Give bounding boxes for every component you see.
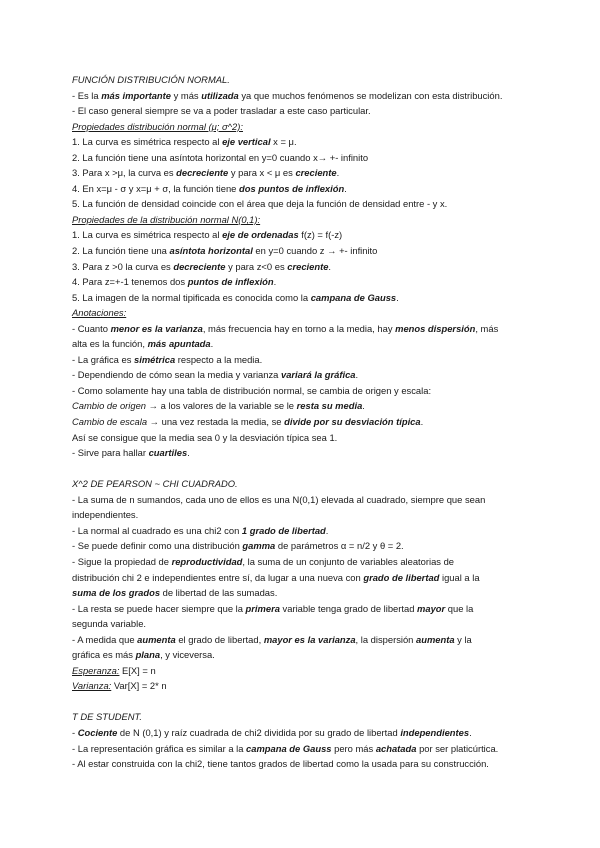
text-run: - Sigue la propiedad de [72,555,172,567]
text-run: . [187,447,190,459]
normal-properties-list [72,134,542,212]
heading-normal-properties: Propiedades distribución normal (μ; σ^2): [72,120,243,132]
emphasis-text: asíntota horizontal [169,245,253,257]
emphasis-text: aumenta [137,633,176,645]
text-line [72,290,542,306]
text-run: x = μ. [270,136,297,148]
section-title-normal: FUNCIÓN DISTRIBUCIÓN NORMAL. [72,74,230,85]
text-line [72,165,542,181]
text-line [72,570,542,586]
text-run: - Se puede definir como una distribución [72,540,243,552]
emphasis-text: aumenta [416,633,455,645]
text-run: respecto a la media. [175,353,263,365]
emphasis-text: más apuntada [147,338,211,350]
text-run: 3. Para x >μ, la curva es [72,167,177,179]
emphasis-text: reproductividad [171,555,243,567]
text-run: - Sirve para hallar [72,447,149,459]
text-line [72,601,542,617]
text-run: - Como solamente hay una tabla de distribución normal, se cambia de origen y escala: [72,384,432,396]
text-line [72,725,542,741]
text-run: 2. La función tiene una [72,245,170,257]
text-run: , la dispersión [355,633,416,645]
text-run: Varianza: [72,680,112,692]
text-line [72,538,542,554]
text-line [72,274,542,290]
text-line [72,103,542,119]
text-run: Así se consigue que la media sea 0 y la desviación típica sea 1. [72,431,338,443]
text-run: 2. La función tiene una asíntota horizontal en y=0 cuando x→ +- infinito [72,151,369,163]
emphasis-text: puntos de inflexión [187,276,274,288]
text-line [72,632,542,648]
text-run: - La gráfica es [72,353,135,365]
text-run: . [420,416,424,428]
document-page [72,72,542,772]
text-line [72,88,542,104]
emphasis-text: resta su media [296,400,363,412]
text-line [72,398,542,414]
text-run: Cambio de escala [72,416,148,428]
text-run: . [336,167,340,179]
text-run: E[X] = n [119,664,156,676]
emphasis-text: utilizada [201,89,239,101]
text-line [72,227,542,243]
text-run: variable tenga grado de libertad [279,602,418,614]
heading-notes: Anotaciones: [72,307,127,319]
emphasis-text: simétrica [134,353,176,365]
text-run: . [469,726,472,738]
emphasis-text: primera [245,602,280,614]
emphasis-text: campana de Gauss [310,291,397,303]
emphasis-text: gamma [242,540,276,552]
emphasis-text: eje vertical [222,136,271,148]
emphasis-text: dos puntos de inflexión [239,182,345,194]
text-line [72,150,542,166]
text-run: . [344,182,347,194]
emphasis-text: menor es la varianza [110,322,203,334]
emphasis-text: eje de ordenadas [222,229,299,241]
text-run: - El caso general siempre se va a poder trasladar a este caso particular. [72,105,371,117]
text-line [72,507,542,523]
text-line [72,259,542,275]
text-run: , más [475,322,499,334]
text-run: y para z<0 es [225,260,288,272]
emphasis-text: creciente [295,167,337,179]
section-spacer [72,694,542,710]
text-run: - La representación gráfica es similar a la [72,742,247,754]
text-run: segunda variable. [72,618,147,630]
text-run: 5. La imagen de la normal tipificada es conocida como la [72,291,311,303]
emphasis-text: decreciente [173,260,226,272]
text-line [72,663,542,679]
text-run: - La normal al cuadrado es una chi2 con [72,524,242,536]
text-run: 1. La curva es simétrica respecto al [72,229,223,241]
text-run: Var[X] = 2* n [111,680,167,692]
emphasis-text: más importante [101,89,171,101]
section-title-chi-square: X^2 DE PEARSON ~ CHI CUADRADO. [72,478,238,490]
emphasis-text: 1 grado de libertad [241,524,326,536]
text-run: 4. En x=μ - σ y x=μ + σ, la función tiene [72,182,239,194]
notes-list [72,321,542,461]
text-run: . [355,369,359,381]
text-run: por ser platicúrtica. [416,742,499,754]
text-line [72,678,542,694]
text-run: Esperanza: [72,664,120,676]
text-run: el grado de libertad, [175,633,264,645]
text-run: 3. Para z >0 la curva es [72,260,174,272]
emphasis-text: cuartiles [148,447,188,459]
section-title-student-t: T DE STUDENT. [72,711,142,723]
standard-normal-properties-list [72,227,542,305]
emphasis-text: mayor es la varianza [263,633,356,645]
text-run: , la suma de un conjunto de variables aleatorias de [242,555,454,567]
text-run: . [362,400,365,412]
text-run: y para x < μ es [228,167,296,179]
emphasis-text: mayor [417,602,446,614]
text-run: - A medida que [72,633,138,645]
text-run: - Dependiendo de cómo sean la media y varianza [72,369,281,381]
emphasis-text: Cociente [77,726,118,738]
text-line [72,741,542,757]
text-run: ya que muchos fenómenos se modelizan con esta distribución. [238,89,503,101]
text-line [72,523,542,539]
text-line [72,616,542,632]
text-run: alta es la función, [72,338,148,350]
text-run: en y=0 cuando z → +- infinito [252,245,378,257]
text-line [72,181,542,197]
text-run: de parámetros α = n/2 y θ = 2. [275,540,404,552]
text-run: - Cuanto [72,322,111,334]
emphasis-text: creciente [287,260,329,272]
chi-square-list [72,492,542,694]
text-run: , más frecuencia hay en torno a la media, hay [202,322,396,334]
text-line [72,383,542,399]
emphasis-text: plana [135,649,161,661]
text-line [72,585,542,601]
text-run: . [328,260,332,272]
emphasis-text: decreciente [176,167,229,179]
text-run: de N (0,1) y raíz cuadrada de chi2 dividida por su grado de libertad [117,726,401,738]
text-run: gráfica es más [72,649,136,661]
text-line [72,756,542,772]
emphasis-text: campana de Gauss [246,742,332,754]
text-run: f(z) = f(-z) [298,229,343,241]
emphasis-text: menos dispersión [395,322,476,334]
text-run: , y viceversa. [160,649,215,661]
text-line [72,196,542,212]
text-run: - [72,726,78,738]
text-run: distribución chi 2 e independientes entre sí, da lugar a una nueva con [72,571,364,583]
student-t-list [72,725,542,772]
text-line [72,647,542,663]
text-line [72,134,542,150]
text-run: - La suma de n sumandos, cada uno de ellos es una N(0,1) elevada al cuadrado, siempre que sean [72,493,486,505]
text-run: 1. La curva es simétrica respecto al [72,136,223,148]
text-run: . [273,276,277,288]
text-run: y más [171,89,202,101]
emphasis-text: independientes [400,726,470,738]
text-run: Cambio de origen [72,400,147,412]
emphasis-text: divide por su desviación típica [284,416,421,428]
text-line [72,336,542,352]
text-run: de libertad de las sumadas. [160,587,278,599]
text-run: - Es la [72,89,102,101]
emphasis-text: variará la gráfica [280,369,356,381]
text-line [72,445,542,461]
text-run: → una vez restada la media, se [147,416,285,428]
text-run: - Al estar construida con la chi2, tiene tantos grados de libertad como la usada para su construcción. [72,758,489,770]
text-run: → a los valores de la variable se le [146,400,297,412]
normal-intro [72,88,542,119]
text-run: que la [445,602,474,614]
heading-standard-normal-properties: Propiedades de la distribución normal N(0,1): [72,213,261,225]
text-run: - La resta se puede hacer siempre que la [72,602,246,614]
text-run: y la [454,633,472,645]
text-run: 5. La función de densidad coincide con el área que deja la función de densidad entre - y x. [72,198,448,210]
text-run: igual a la [439,571,480,583]
text-line [72,367,542,383]
text-line [72,321,542,337]
text-line [72,243,542,259]
text-run: . [210,338,214,350]
emphasis-text: grado de libertad [363,571,440,583]
text-run: . [325,524,329,536]
emphasis-text: suma de los grados [72,587,161,599]
text-run: . [396,291,399,303]
text-line [72,430,542,446]
emphasis-text: achatada [375,742,417,754]
text-line [72,414,542,430]
text-line [72,492,542,508]
text-run: pero más [331,742,376,754]
text-run: 4. Para z=+-1 tenemos dos [72,276,188,288]
text-line [72,554,542,570]
text-run: independientes. [72,509,139,521]
section-spacer [72,461,542,477]
text-line [72,352,542,368]
